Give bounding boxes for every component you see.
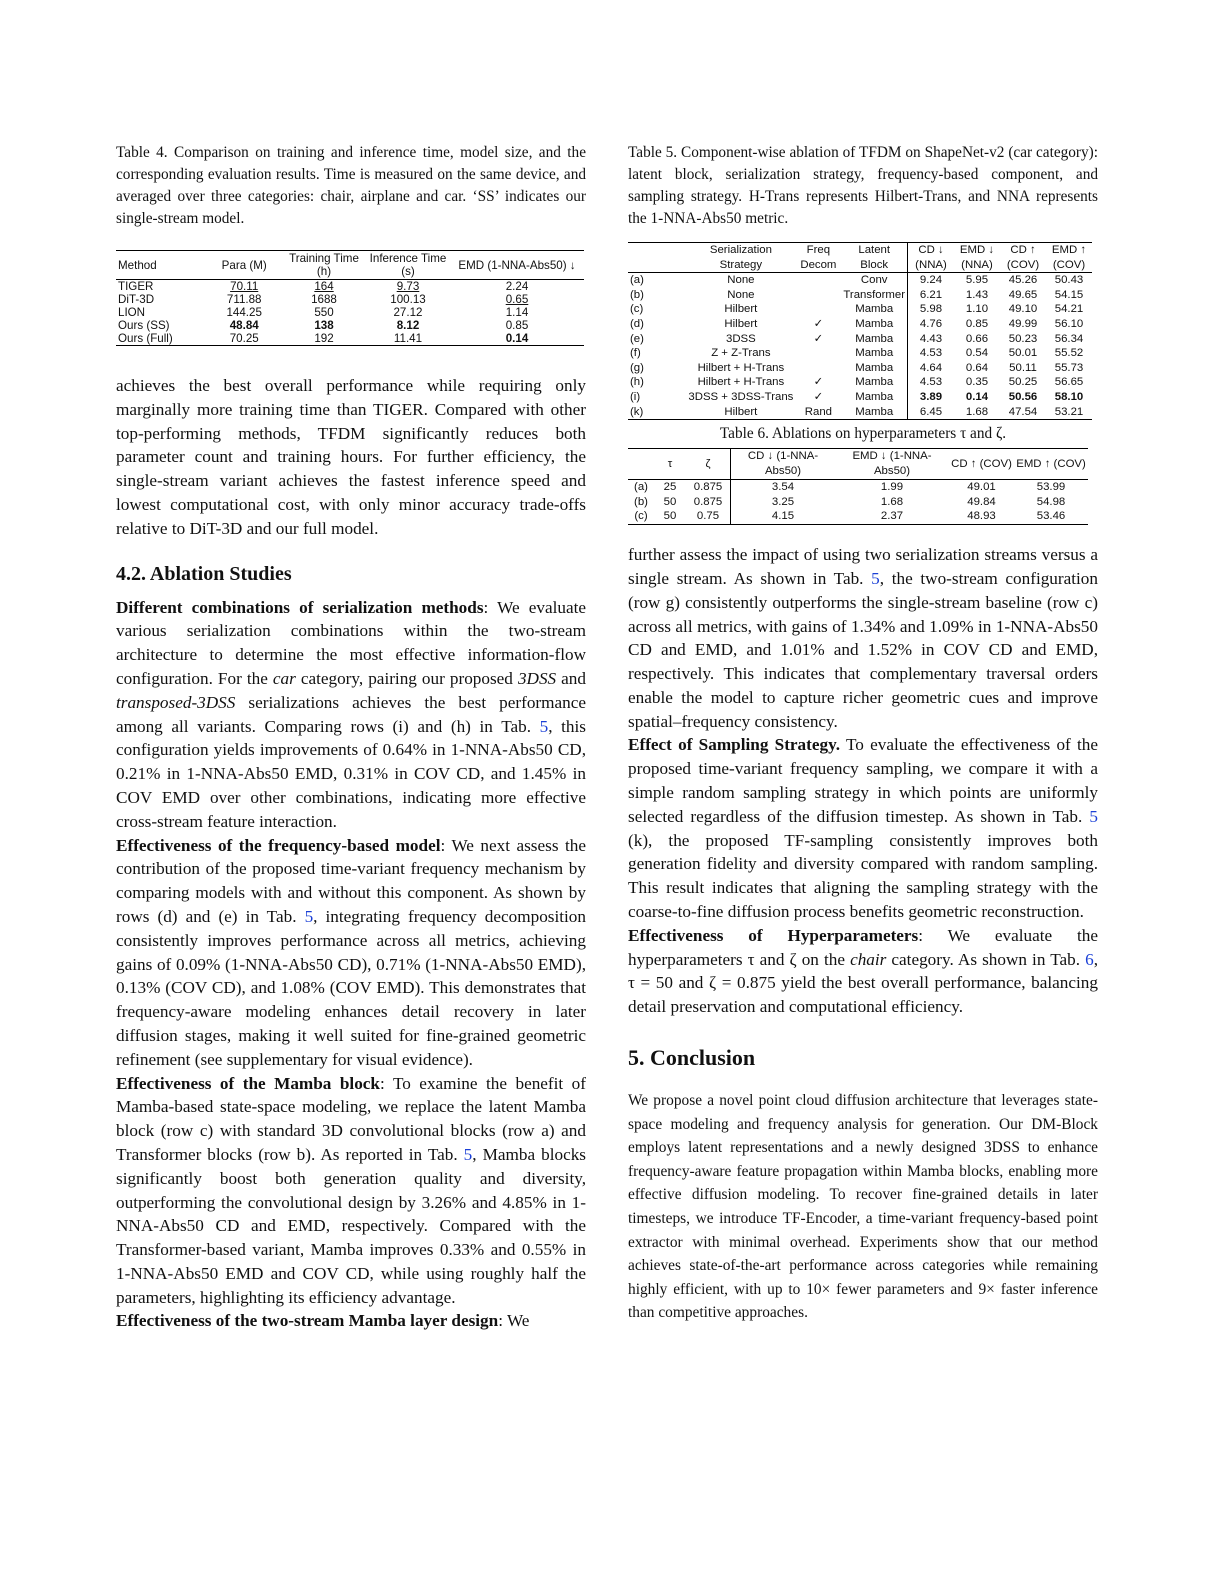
table-cell: 3DSS xyxy=(726,332,756,345)
table-cell: 55.73 xyxy=(1054,361,1084,374)
paragraph-heading: Effectiveness of the Mamba block xyxy=(116,1073,380,1093)
table-header-cell: ζ xyxy=(705,457,711,470)
table-row xyxy=(628,405,1092,420)
table-cell: 5.98 xyxy=(908,302,955,317)
table-cell: DiT-3D xyxy=(118,293,155,306)
paragraph: Effectiveness of Hyperparameters: We evaluate the hyperparameters τ and ζ on the chair category. As shown in Tab. 6, τ = 50 and ζ = 0.875 yield the best overall performance, balancing detail preservation and computational efficiency. xyxy=(628,925,1098,1017)
table-reference-link[interactable]: 5 xyxy=(304,906,314,926)
table-cell: (c) xyxy=(630,303,644,316)
table-reference-link[interactable]: 5 xyxy=(871,568,880,588)
table-cell: 27.12 xyxy=(393,306,423,319)
section-heading: 4.2. Ablation Studies xyxy=(116,562,292,585)
paragraph-heading: Different combinations of serialization methods xyxy=(116,597,484,617)
table-header-cell: τ xyxy=(667,457,673,470)
table-cell: 192 xyxy=(314,332,334,345)
table-header-cell: EMD ↑ (COV) xyxy=(1016,457,1086,470)
table-cell xyxy=(795,288,841,303)
table-cell: 4.64 xyxy=(908,361,955,376)
table-cell: TIGER xyxy=(118,280,154,293)
table-cell: (h) xyxy=(630,376,644,389)
table-cell: 0.66 xyxy=(965,332,989,345)
table-header-row xyxy=(628,449,1088,480)
table-cell: (k) xyxy=(630,405,644,418)
table-cell: 0.54 xyxy=(965,347,989,360)
table-cell: 50.43 xyxy=(1054,274,1084,287)
table-cell: 1.10 xyxy=(965,303,989,316)
table-cell: (i) xyxy=(630,390,641,403)
table-header-cell: Inference Time (s) xyxy=(369,252,447,278)
table-cell: 54.21 xyxy=(1054,303,1084,316)
table-reference-link[interactable]: 5 xyxy=(539,716,549,736)
table-cell: 138 xyxy=(314,319,334,332)
paragraph: further assess the impact of using two serialization streams versus a single stream. As shown in Tab. 5, the two-stream configuration (row g) consistently outperforms the single-stream baseline (row c) across all metrics, with gains of 1.34% and 1.09% in 1-NNA-Abs50 CD and EMD, and 1.01% and 1.52% in COV CD and EMD, respectively. This indicates that complementary traversal orders enable the model to capture richer geometric cues and improve spatial–frequency consistency. xyxy=(628,545,1098,731)
table-cell: 0.85 xyxy=(505,319,529,332)
table-cell: 0.875 xyxy=(693,480,723,493)
table-cell: 50 xyxy=(663,495,677,508)
section-heading: 5. Conclusion xyxy=(628,1045,756,1071)
table-header-cell: Training Time (h) xyxy=(289,252,359,278)
table-cell: 3DSS + 3DSS-Trans xyxy=(688,390,794,403)
table-cell: 6.21 xyxy=(908,288,955,303)
table-cell: 54.15 xyxy=(1054,288,1084,301)
table-cell: Mamba xyxy=(855,332,894,345)
table-row xyxy=(628,509,1088,524)
table-cell: 0.14 xyxy=(965,390,989,403)
table-cell: 0.75 xyxy=(696,510,720,523)
table-header-cell xyxy=(628,449,654,480)
table-cell: 49.99 xyxy=(1008,317,1038,330)
table-cell: 25 xyxy=(663,480,677,493)
table-cell: 4.53 xyxy=(908,375,955,390)
table-cell: Mamba xyxy=(855,303,894,316)
table-cell: 711.88 xyxy=(226,293,262,306)
table-cell: 550 xyxy=(314,306,334,319)
table-header-cell: Method xyxy=(118,258,157,272)
table-cell: 100.13 xyxy=(390,293,426,306)
table-cell: Mamba xyxy=(855,347,894,360)
table-header-cell: Para (M) xyxy=(221,258,267,272)
table-cell: 1.68 xyxy=(965,405,989,418)
table-cell: Mamba xyxy=(855,405,894,418)
table-cell: 53.46 xyxy=(1036,510,1066,523)
table6-body xyxy=(628,479,1088,524)
table-cell: 70.25 xyxy=(229,332,259,345)
table-cell: 4.15 xyxy=(731,509,836,524)
table-cell: 0.35 xyxy=(965,376,989,389)
table-header-cell: EMD ↓ (NNA) xyxy=(959,244,995,271)
left-column xyxy=(116,142,586,1333)
table-cell: 9.24 xyxy=(908,273,955,288)
table-row xyxy=(116,332,584,346)
table-cell: ✓ xyxy=(813,317,824,330)
table-header-cell: CD ↓ (NNA) xyxy=(908,243,955,273)
table-cell: 55.52 xyxy=(1054,347,1084,360)
table5 xyxy=(628,242,1092,420)
table-cell: Transformer xyxy=(843,288,905,301)
table-cell: (g) xyxy=(630,361,644,374)
table-cell: (a) xyxy=(630,274,644,287)
table-row xyxy=(628,288,1092,303)
table5-caption: Table 5. Component-wise ablation of TFDM on ShapeNet-v2 (car category): latent block, serialization strategy, frequency-based component, and sampling strategy. H-Trans represents Hilbert-Trans, and NNA represents the 1-NNA-Abs50 metric. xyxy=(628,144,1098,227)
table-header-cell xyxy=(628,243,686,273)
table-row xyxy=(628,332,1092,347)
paragraph: achieves the best overall performance while requiring only marginally more training time than TIGER. Compared with other top-performing methods, TFDM significantly reduces both parameter count and training hours. For further efficiency, the single-stream variant achieves the fastest inference speed and lowest computational cost, with only minor accuracy trade-offs relative to DiT-3D and our full model. xyxy=(116,376,586,538)
paragraph: Effectiveness of the Mamba block: To examine the benefit of Mamba-based state-space modeling, we replace the latent Mamba block (row c) with standard 3D convolutional blocks (row a) and Transformer blocks (row b). As reported in Tab. 5, Mamba blocks significantly boost both generation quality and diversity, outperforming the convolutional design by 3.26% and 4.85% in 1-NNA-Abs50 CD and EMD, respectively. Compared with the Transformer-based variant, Mamba improves 0.33% and 0.55% in 1-NNA-Abs50 EMD and COV CD, while using roughly half the parameters, highlighting its efficiency advantage. xyxy=(116,1073,586,1307)
table-cell: 2.24 xyxy=(505,280,529,293)
table-cell: 1.43 xyxy=(965,288,989,301)
table-cell: 56.10 xyxy=(1054,317,1084,330)
table-row xyxy=(628,317,1092,332)
table-cell: 3.89 xyxy=(908,390,955,405)
table-cell: 49.65 xyxy=(1008,288,1038,301)
table-cell xyxy=(795,302,841,317)
table-cell: Mamba xyxy=(855,317,894,330)
table-cell: Ours (SS) xyxy=(118,319,170,332)
table-header-cell: Freq Decom xyxy=(800,244,837,271)
table-cell: Rand xyxy=(804,405,832,418)
table-cell: 1688 xyxy=(311,293,337,306)
table-cell: 53.99 xyxy=(1036,480,1066,493)
table-row xyxy=(628,390,1092,405)
table-cell: None xyxy=(727,274,755,287)
table-cell: 56.65 xyxy=(1054,376,1084,389)
table-header-cell: CD ↑ (COV) xyxy=(1006,244,1040,271)
table-cell xyxy=(795,346,841,361)
paragraph-heading: Effectiveness of the frequency-based model xyxy=(116,835,441,855)
table-row xyxy=(628,361,1092,376)
table-cell: 54.98 xyxy=(1036,495,1066,508)
table-row xyxy=(628,302,1092,317)
table-cell: 70.11 xyxy=(230,280,259,293)
table-row xyxy=(116,280,584,294)
table-cell: 8.12 xyxy=(396,319,420,332)
table-row xyxy=(628,479,1088,494)
table-cell: 11.41 xyxy=(393,332,423,345)
table-cell: 49.84 xyxy=(967,495,996,508)
table-header-row xyxy=(628,243,1092,273)
table-cell: 0.875 xyxy=(693,495,723,508)
table-header-cell: CD ↓ (1-NNA-Abs50) xyxy=(731,449,836,480)
table-cell: (b) xyxy=(630,288,644,301)
paragraph-heading: Effect of Sampling Strategy. xyxy=(628,735,841,755)
table-cell: 48.84 xyxy=(229,319,259,332)
table-header-cell: Serialization Strategy xyxy=(709,244,772,271)
table-cell: 6.45 xyxy=(908,405,955,420)
table-cell: 3.25 xyxy=(731,495,836,510)
table-cell: ✓ xyxy=(813,332,824,345)
table-cell: 144.25 xyxy=(226,306,262,319)
paragraph: Effectiveness of the two-stream Mamba layer design: We xyxy=(116,1311,530,1331)
table-cell: Ours (Full) xyxy=(118,332,173,345)
table-cell: ✓ xyxy=(813,390,824,403)
table-cell: 50 xyxy=(663,510,677,523)
table-row xyxy=(116,319,584,332)
table4-caption: Table 4. Comparison on training and inference time, model size, and the corresponding evaluation results. Time is measured on the same device, and averaged over three categories: chair, airplane and car. ‘SS’ indicates our single-stream model. xyxy=(116,144,586,227)
table-header-cell: EMD ↑ (COV) xyxy=(1051,244,1087,271)
table-cell: 50.11 xyxy=(1009,361,1037,374)
table-cell: 0.65 xyxy=(505,293,529,306)
table-header-cell: EMD ↓ (1-NNA-Abs50) xyxy=(852,450,932,477)
table-cell: 9.73 xyxy=(396,280,420,293)
table-cell xyxy=(795,273,841,288)
table-cell: Hilbert + H-Trans xyxy=(697,376,785,389)
table-cell: 49.01 xyxy=(967,480,996,493)
table-cell: 0.14 xyxy=(505,332,529,345)
table-cell: Hilbert xyxy=(724,405,758,418)
table-cell: (a) xyxy=(634,480,648,493)
table6-caption: Table 6. Ablations on hyperparameters τ and ζ. xyxy=(719,425,1007,443)
table-cell: Hilbert xyxy=(724,303,758,316)
table-cell: (f) xyxy=(630,347,641,360)
table-header-cell: Latent Block xyxy=(858,244,891,271)
table-cell: Conv xyxy=(860,274,888,287)
table-row xyxy=(628,346,1092,361)
table-header-row xyxy=(116,251,584,280)
table-row xyxy=(628,375,1092,390)
paragraph: Different combinations of serialization methods: We evaluate various serialization combinations within the two-stream architecture to determine the most effective information-flow configuration. For the car category, pairing our proposed 3DSS and transposed-3DSS serializations achieves the best performance among all variants. Comparing rows (i) and (h) in Tab. 5, this configuration yields improvements of 0.64% in 1-NNA-Abs50 CD, 0.21% in 1-NNA-Abs50 EMD, 0.31% in COV CD, and 1.45% in COV EMD over other combinations, indicating more effective cross-stream feature interaction. xyxy=(116,597,586,831)
table-cell: Z + Z-Trans xyxy=(711,347,771,360)
table-reference-link[interactable]: 6 xyxy=(1085,949,1094,969)
table-cell: 0.85 xyxy=(965,317,989,330)
table-cell: 3.54 xyxy=(731,479,836,494)
table-cell: 4.53 xyxy=(908,346,955,361)
table-cell: Hilbert + H-Trans xyxy=(697,361,785,374)
table-cell: 50.25 xyxy=(1008,376,1038,389)
table-cell: None xyxy=(727,288,755,301)
table-cell: 50.01 xyxy=(1008,347,1038,360)
table-cell: 58.10 xyxy=(1054,390,1084,403)
table-cell: 4.43 xyxy=(908,332,955,347)
table-cell: 4.76 xyxy=(908,317,955,332)
table-cell: 53.21 xyxy=(1054,405,1084,418)
table-cell: 1.14 xyxy=(505,306,529,319)
table-header-cell: EMD (1-NNA-Abs50) ↓ xyxy=(458,258,576,272)
table5-body xyxy=(628,273,1092,420)
table-cell: 50.56 xyxy=(1008,390,1038,403)
table-cell: 50.23 xyxy=(1008,332,1038,345)
table-cell: 49.10 xyxy=(1008,303,1038,316)
table-cell: 164 xyxy=(314,280,334,293)
paragraph-heading: Effectiveness of Hyperparameters xyxy=(628,925,919,945)
table-cell: (d) xyxy=(630,317,644,330)
table-cell: 2.37 xyxy=(880,510,904,523)
table-reference-link[interactable]: 5 xyxy=(463,1144,473,1164)
table-cell: (b) xyxy=(634,495,648,508)
paragraph: We propose a novel point cloud diffusion architecture that leverages state-space modeling and frequency analysis for generation. Our DM-Block employs latent representations and a newly designed 3DSS to enhance frequency-aware feature propagation within Mamba blocks, enabling more effective diffusion modeling. To recover fine-grained details in later timesteps, we introduce TF-Encoder, a time-variant frequency-based point extractor with minimal overhead. Experiments show that our method achieves state-of-the-art performance across categories while remaining highly efficient, with up to 10× fewer parameters and 9× faster inference than competitive approaches. xyxy=(628,1092,1098,1322)
table-cell: 1.68 xyxy=(880,495,904,508)
table-cell: Mamba xyxy=(855,361,894,374)
table-cell: 56.34 xyxy=(1054,332,1084,345)
table-cell: Mamba xyxy=(855,390,894,403)
table-row xyxy=(628,273,1092,288)
table-cell: ✓ xyxy=(813,376,824,389)
table-cell: Mamba xyxy=(855,376,894,389)
table-row xyxy=(628,495,1088,510)
table4 xyxy=(116,250,584,346)
table-reference-link[interactable]: 5 xyxy=(1089,806,1098,826)
table-cell: 1.99 xyxy=(880,480,904,493)
table-cell: 47.54 xyxy=(1008,405,1038,418)
table-cell: 0.64 xyxy=(965,361,989,374)
table-cell: (e) xyxy=(630,332,644,345)
table-cell: LION xyxy=(118,306,146,319)
table-cell: Hilbert xyxy=(724,317,758,330)
table-cell xyxy=(795,361,841,376)
table6 xyxy=(628,448,1088,525)
table-cell: 48.93 xyxy=(967,510,996,523)
table-header-cell: CD ↑ (COV) xyxy=(951,457,1012,470)
table-cell: (c) xyxy=(634,510,648,523)
table-cell: 45.26 xyxy=(1008,274,1038,287)
table-row xyxy=(116,306,584,319)
table-cell: 5.95 xyxy=(965,274,989,287)
right-column xyxy=(628,142,1098,1325)
paragraph: Effectiveness of the frequency-based model: We next assess the contribution of the proposed time-variant frequency mechanism by comparing models with and without this component. As shown by rows (d) and (e) in Tab. 5, integrating frequency decomposition consistently improves performance across all metrics, achieving gains of 0.09% (1-NNA-Abs50 CD), 0.71% (1-NNA-Abs50 EMD), 0.13% (COV CD), and 1.08% (COV EMD). This demonstrates that frequency-aware modeling enhances detail recovery in later diffusion stages, making it well suited for fine-grained geometric refinement (see supplementary for visual evidence). xyxy=(116,835,586,1069)
paragraph-heading: Effectiveness of the two-stream Mamba layer design xyxy=(116,1311,499,1331)
table-row xyxy=(116,293,584,306)
paragraph: Effect of Sampling Strategy. To evaluate the effectiveness of the proposed time-variant frequency sampling, we compare it with a simple random sampling strategy in which points are uniformly selected regardless of the diffusion timestep. As shown in Tab. 5 (k), the proposed TF-sampling consistently improves both generation fidelity and diversity compared with random sampling. This result indicates that aligning the sampling strategy with the coarse-to-fine diffusion process benefits geometric reconstruction. xyxy=(628,735,1098,922)
